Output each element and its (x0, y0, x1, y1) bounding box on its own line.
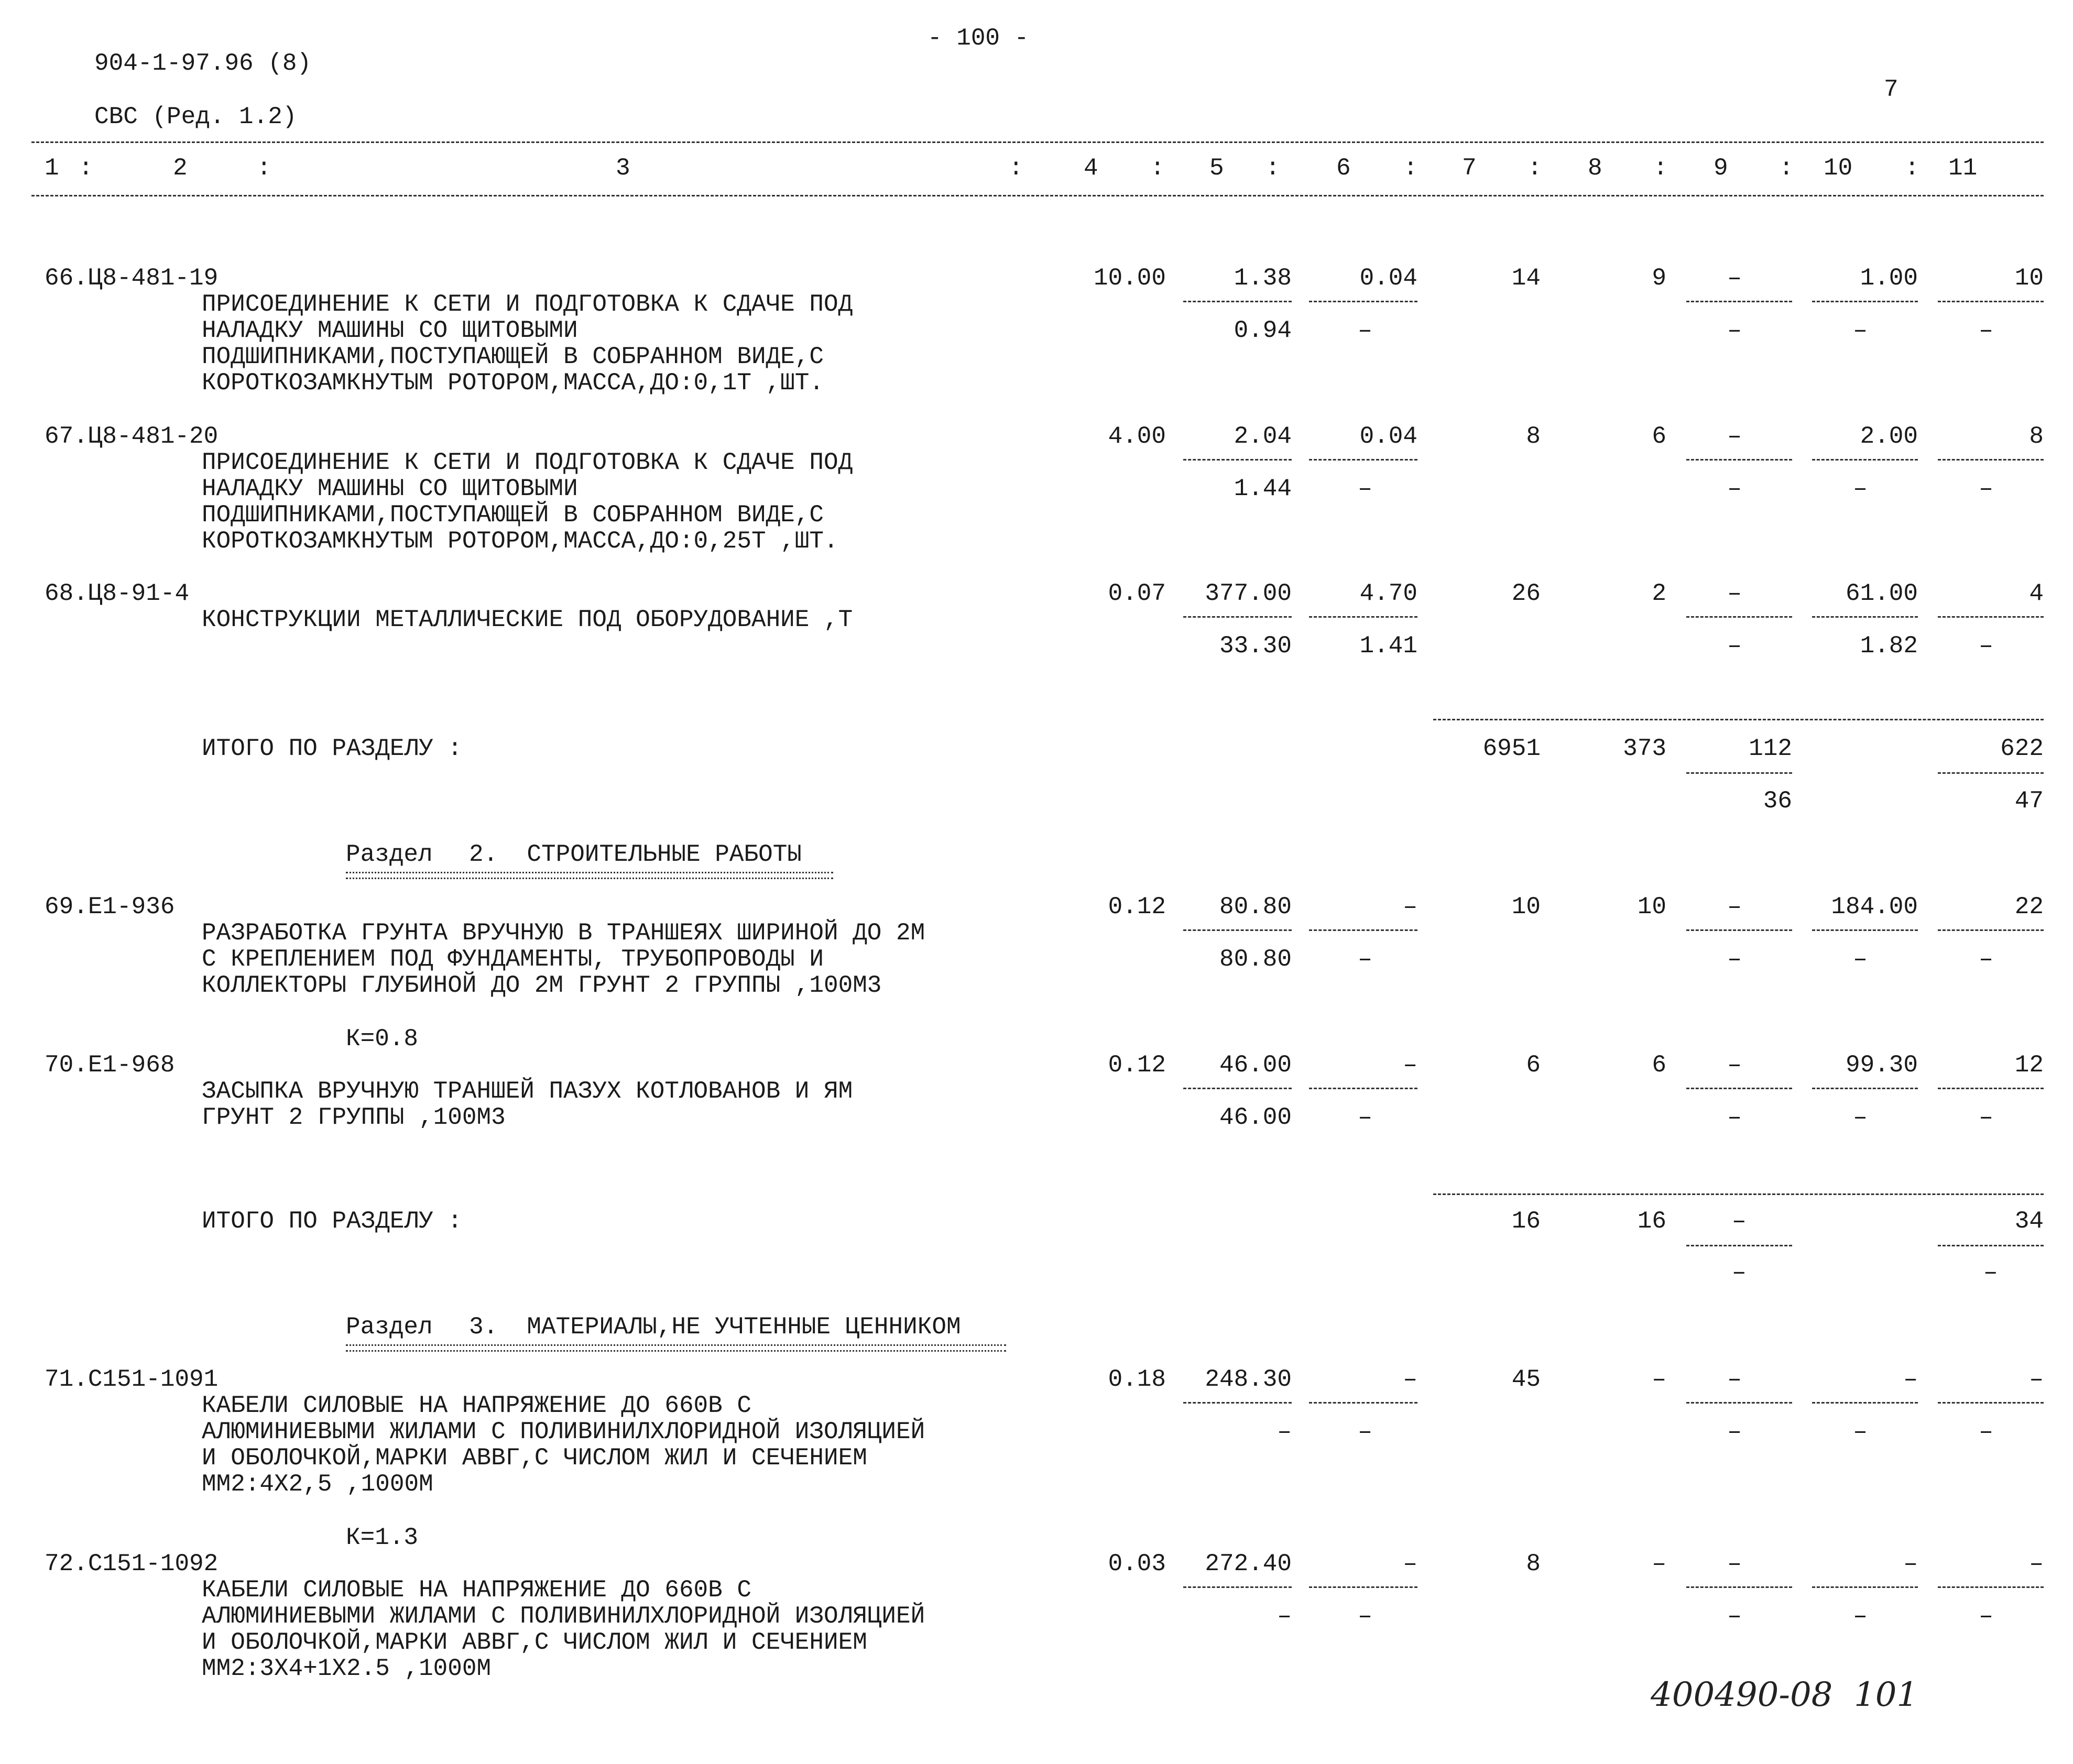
fraction-rule (1309, 459, 1417, 461)
item-code: 72.С151-1092 (45, 1550, 219, 1577)
total-col9-lower: 36 (1763, 787, 1792, 815)
total-col7: 6951 (1482, 735, 1541, 762)
fraction-rule (1309, 616, 1417, 618)
item-description-line: АЛЮМИНИЕВЫМИ ЖИЛАМИ С ПОЛИВИНИЛХЛОРИДНОЙ ИЗОЛЯЦИЕЙ (202, 1603, 925, 1630)
value-c4: 10.00 (1093, 265, 1166, 292)
fraction-rule (1686, 1402, 1792, 1404)
value-c11: 8 (2029, 423, 2044, 450)
value-c10-lower: 1.82 (1860, 632, 1918, 660)
value-c11: 22 (2014, 893, 2044, 921)
value-c8: 9 (1652, 265, 1666, 292)
column-header-4: 4 (1084, 155, 1098, 182)
total-col11: 34 (2014, 1208, 2044, 1235)
value-c10-lower: – (1853, 1418, 1868, 1445)
value-c6-lower: – (1358, 475, 1372, 502)
value-c6-lower: – (1358, 1104, 1372, 1131)
total-col9: 112 (1749, 735, 1792, 762)
value-c11: 12 (2014, 1051, 2044, 1079)
value-c11: 10 (2014, 265, 2044, 292)
value-c7: 14 (1511, 265, 1541, 292)
value-c8: 2 (1652, 580, 1666, 607)
value-c5-lower: 1.44 (1234, 475, 1292, 502)
fraction-rule (1183, 1088, 1292, 1089)
fraction-rule (1686, 1586, 1792, 1588)
coefficient: К=1.3 (346, 1524, 419, 1551)
value-c10-lower: – (1853, 475, 1868, 502)
value-c4: 0.12 (1108, 893, 1166, 921)
fraction-rule (1938, 459, 2044, 461)
coefficient: К=0.8 (346, 1025, 419, 1053)
fraction-rule (1938, 1586, 2044, 1588)
item-description-line: КОРОТКОЗАМКНУТЫМ РОТОРОМ,МАССА,ДО:0,25Т ,ШТ. (202, 528, 838, 555)
value-c6: 0.04 (1359, 265, 1417, 292)
fraction-rule (1183, 616, 1292, 618)
value-c9: – (1727, 580, 1742, 607)
fraction-rule (1686, 616, 1792, 618)
value-c5: 272.40 (1205, 1550, 1292, 1577)
value-c6-lower: – (1358, 1603, 1372, 1630)
item-description-line: КОРОТКОЗАМКНУТЫМ РОТОРОМ,МАССА,ДО:0,1Т ,ШТ. (202, 369, 824, 397)
fraction-rule (1812, 459, 1918, 461)
value-c9: – (1727, 265, 1742, 292)
value-c7: 45 (1511, 1366, 1541, 1393)
total-col11-lower: 47 (2014, 787, 2044, 815)
fraction-rule (1183, 459, 1292, 461)
fraction-rule (1183, 301, 1292, 302)
total-rule (1433, 719, 2044, 720)
item-description-line: РАЗРАБОТКА ГРУНТА ВРУЧНУЮ В ТРАНШЕЯХ ШИРИНОЙ ДО 2М (202, 919, 925, 947)
fraction-rule (1183, 1586, 1292, 1588)
value-c5-lower: – (1277, 1603, 1292, 1630)
value-c6: – (1403, 1550, 1417, 1577)
section-word: Раздел (346, 1313, 433, 1341)
item-description-line: С КРЕПЛЕНИЕМ ПОД ФУНДАМЕНТЫ, ТРУБОПРОВОДЫ И (202, 946, 824, 973)
item-code: 70.Е1-968 (45, 1051, 175, 1079)
value-c5-lower: 33.30 (1219, 632, 1292, 660)
fraction-rule (1183, 929, 1292, 931)
item-description-line: КОНСТРУКЦИИ МЕТАЛЛИЧЕСКИЕ ПОД ОБОРУДОВАНИЕ ,Т (202, 606, 853, 633)
value-c9-lower: – (1727, 632, 1742, 660)
total-rule (1433, 1193, 2044, 1195)
value-c9: – (1727, 1550, 1742, 1577)
value-c11-lower: – (1979, 1603, 1993, 1630)
value-c6-lower: 1.41 (1359, 632, 1417, 660)
item-description-line: ПОДШИПНИКАМИ,ПОСТУПАЮЩЕЙ В СОБРАННОМ ВИДЕ,С (202, 501, 824, 529)
value-c7: 10 (1511, 893, 1541, 921)
section-underline (346, 1344, 1006, 1352)
fraction-rule (1309, 1088, 1417, 1089)
item-description-line: КОЛЛЕКТОРЫ ГЛУБИНОЙ ДО 2М ГРУНТ 2 ГРУППЫ ,100М3 (202, 972, 882, 999)
value-c6: – (1403, 1366, 1417, 1393)
fraction-rule (1686, 459, 1792, 461)
value-c5-lower: – (1277, 1418, 1292, 1445)
value-c5: 377.00 (1205, 580, 1292, 607)
fraction-rule (1938, 1402, 2044, 1404)
value-c8: 6 (1652, 423, 1666, 450)
section-underline (346, 872, 833, 879)
value-c4: 0.03 (1108, 1550, 1166, 1577)
column-header-10: 10 (1824, 155, 1853, 182)
value-c4: 0.12 (1108, 1051, 1166, 1079)
sheet-number: 7 (1884, 76, 1899, 103)
value-c6-lower: – (1358, 946, 1372, 973)
item-description-line: И ОБОЛОЧКОЙ,МАРКИ АВВГ,С ЧИСЛОМ ЖИЛ И СЕЧЕНИЕМ (202, 1629, 867, 1656)
item-description-line: ГРУНТ 2 ГРУППЫ ,100М3 (202, 1104, 506, 1131)
value-c10: 184.00 (1831, 893, 1918, 921)
value-c9: – (1727, 1051, 1742, 1079)
fraction-rule (1183, 1402, 1292, 1404)
fraction-rule (1938, 301, 2044, 302)
total-label: ИТОГО ПО РАЗДЕЛУ : (202, 1208, 462, 1235)
value-c7: 26 (1511, 580, 1541, 607)
fraction-rule (1686, 1088, 1792, 1089)
item-description-line: АЛЮМИНИЕВЫМИ ЖИЛАМИ С ПОЛИВИНИЛХЛОРИДНОЙ ИЗОЛЯЦИЕЙ (202, 1418, 925, 1445)
value-c7: 6 (1526, 1051, 1541, 1079)
program-version: СВС (Ред. 1.2) (94, 103, 297, 130)
item-code: 68.Ц8-91-4 (45, 580, 190, 607)
value-c11-lower: – (1979, 1418, 1993, 1445)
value-c9: – (1727, 423, 1742, 450)
column-header-9: 9 (1714, 155, 1728, 182)
value-c8: – (1652, 1366, 1666, 1393)
section-word: Раздел (346, 841, 433, 868)
total-col8: 373 (1623, 735, 1666, 762)
value-c4: 4.00 (1108, 423, 1166, 450)
value-c9-lower: – (1727, 1104, 1742, 1131)
document-code: 904-1-97.96 (8) (94, 50, 312, 77)
value-c10-lower: – (1853, 946, 1868, 973)
value-c11-lower: – (1979, 317, 1993, 344)
value-c9-lower: – (1727, 1603, 1742, 1630)
total-label: ИТОГО ПО РАЗДЕЛУ : (202, 735, 462, 762)
value-c10-lower: – (1853, 1104, 1868, 1131)
value-c10: 2.00 (1860, 423, 1918, 450)
value-c5-lower: 46.00 (1219, 1104, 1292, 1131)
fraction-rule (1812, 1586, 1918, 1588)
page-number: - 100 - (928, 25, 1029, 52)
column-header-5: 5 (1209, 155, 1224, 182)
item-description-line: НАЛАДКУ МАШИНЫ СО ЩИТОВЫМИ (202, 317, 578, 344)
item-code: 66.Ц8-481-19 (45, 265, 219, 292)
item-description-line: ПРИСОЕДИНЕНИЕ К СЕТИ И ПОДГОТОВКА К СДАЧЕ ПОД (202, 449, 853, 476)
fraction-rule (1812, 1402, 1918, 1404)
value-c8: 6 (1652, 1051, 1666, 1079)
value-c8: 10 (1637, 893, 1666, 921)
value-c5-lower: 80.80 (1219, 946, 1292, 973)
fraction-rule (1686, 929, 1792, 931)
value-c9-lower: – (1727, 946, 1742, 973)
header-top-rule (31, 141, 2044, 143)
item-code: 71.С151-1091 (45, 1366, 219, 1393)
fraction-rule (1812, 1088, 1918, 1089)
value-c11: 4 (2029, 580, 2044, 607)
item-description-line: НАЛАДКУ МАШИНЫ СО ЩИТОВЫМИ (202, 475, 578, 502)
fraction-rule (1309, 1586, 1417, 1588)
item-description-line: И ОБОЛОЧКОЙ,МАРКИ АВВГ,С ЧИСЛОМ ЖИЛ И СЕЧЕНИЕМ (202, 1444, 867, 1472)
item-description-line: ЗАСЫПКА ВРУЧНУЮ ТРАНШЕЙ ПАЗУХ КОТЛОВАНОВ И ЯМ (202, 1078, 853, 1105)
column-header-3: 3 (616, 155, 630, 182)
value-c10: 1.00 (1860, 265, 1918, 292)
item-description-line: ПРИСОЕДИНЕНИЕ К СЕТИ И ПОДГОТОВКА К СДАЧЕ ПОД (202, 291, 853, 318)
value-c11-lower: – (1979, 475, 1993, 502)
value-c11-lower: – (1979, 946, 1993, 973)
column-header-7: 7 (1462, 155, 1477, 182)
value-c5: 248.30 (1205, 1366, 1292, 1393)
value-c10: 99.30 (1845, 1051, 1918, 1079)
item-description-line: КАБЕЛИ СИЛОВЫЕ НА НАПРЯЖЕНИЕ ДО 660В С (202, 1576, 751, 1604)
value-c6: 4.70 (1359, 580, 1417, 607)
item-description-line: ПОДШИПНИКАМИ,ПОСТУПАЮЩЕЙ В СОБРАННОМ ВИДЕ,С (202, 343, 824, 370)
column-header-11: 11 (1948, 155, 1978, 182)
value-c8: – (1652, 1550, 1666, 1577)
value-c10-lower: – (1853, 317, 1868, 344)
value-c9-lower: – (1727, 1418, 1742, 1445)
value-c7: 8 (1526, 423, 1541, 450)
value-c6: 0.04 (1359, 423, 1417, 450)
fraction-rule (1309, 301, 1417, 302)
value-c11: – (2029, 1366, 2044, 1393)
value-c5: 2.04 (1234, 423, 1292, 450)
section-title: 3. МАТЕРИАЛЫ,НЕ УЧТЕННЫЕ ЦЕННИКОМ (469, 1313, 961, 1341)
value-c10: – (1903, 1550, 1918, 1577)
column-header-8: 8 (1588, 155, 1602, 182)
value-c11: – (2029, 1550, 2044, 1577)
item-description-line: ММ2:4Х2,5 ,1000М (202, 1471, 433, 1498)
value-c11-lower: – (1979, 632, 1993, 660)
value-c5: 46.00 (1219, 1051, 1292, 1079)
value-c9: – (1727, 893, 1742, 921)
total-col8: 16 (1637, 1208, 1666, 1235)
value-c4: 0.18 (1108, 1366, 1166, 1393)
value-c9-lower: – (1727, 475, 1742, 502)
value-c9-lower: – (1727, 317, 1742, 344)
value-c9: – (1727, 1366, 1742, 1393)
total-col9: – (1732, 1208, 1747, 1235)
fraction-rule (1938, 929, 2044, 931)
fraction-rule (1309, 929, 1417, 931)
value-c5: 1.38 (1234, 265, 1292, 292)
column-header-6: 6 (1336, 155, 1351, 182)
fraction-rule (1812, 616, 1918, 618)
value-c5-lower: 0.94 (1234, 317, 1292, 344)
value-c6: – (1403, 893, 1417, 921)
fraction-rule (1938, 616, 2044, 618)
value-c6-lower: – (1358, 1418, 1372, 1445)
total-col11-lower: – (1983, 1259, 1998, 1286)
fraction-rule (1938, 1088, 2044, 1089)
column-header-2: 2 (173, 155, 188, 182)
fraction-rule (1686, 301, 1792, 302)
value-c5: 80.80 (1219, 893, 1292, 921)
fraction-rule (1309, 1402, 1417, 1404)
item-code: 67.Ц8-481-20 (45, 423, 219, 450)
fraction-rule (1812, 929, 1918, 931)
value-c4: 0.07 (1108, 580, 1166, 607)
value-c10: 61.00 (1845, 580, 1918, 607)
value-c6-lower: – (1358, 317, 1372, 344)
column-header-1: 1 (45, 155, 59, 182)
value-c10: – (1903, 1366, 1918, 1393)
value-c11-lower: – (1979, 1104, 1993, 1131)
total-col7: 16 (1511, 1208, 1541, 1235)
value-c10-lower: – (1853, 1603, 1868, 1630)
total-col11: 622 (2000, 735, 2044, 762)
item-description-line: ММ2:3Х4+1Х2.5 ,1000М (202, 1655, 492, 1682)
value-c6: – (1403, 1051, 1417, 1079)
section-title: 2. СТРОИТЕЛЬНЫЕ РАБОТЫ (469, 841, 802, 868)
item-code: 69.Е1-936 (45, 893, 175, 921)
total-col9-lower: – (1732, 1259, 1747, 1286)
item-description-line: КАБЕЛИ СИЛОВЫЕ НА НАПРЯЖЕНИЕ ДО 660В С (202, 1392, 751, 1419)
value-c7: 8 (1526, 1550, 1541, 1577)
header-bottom-rule (31, 195, 2044, 196)
handwritten-archive-number: 400490-08 101 (1651, 1675, 1918, 1714)
fraction-rule (1812, 301, 1918, 302)
